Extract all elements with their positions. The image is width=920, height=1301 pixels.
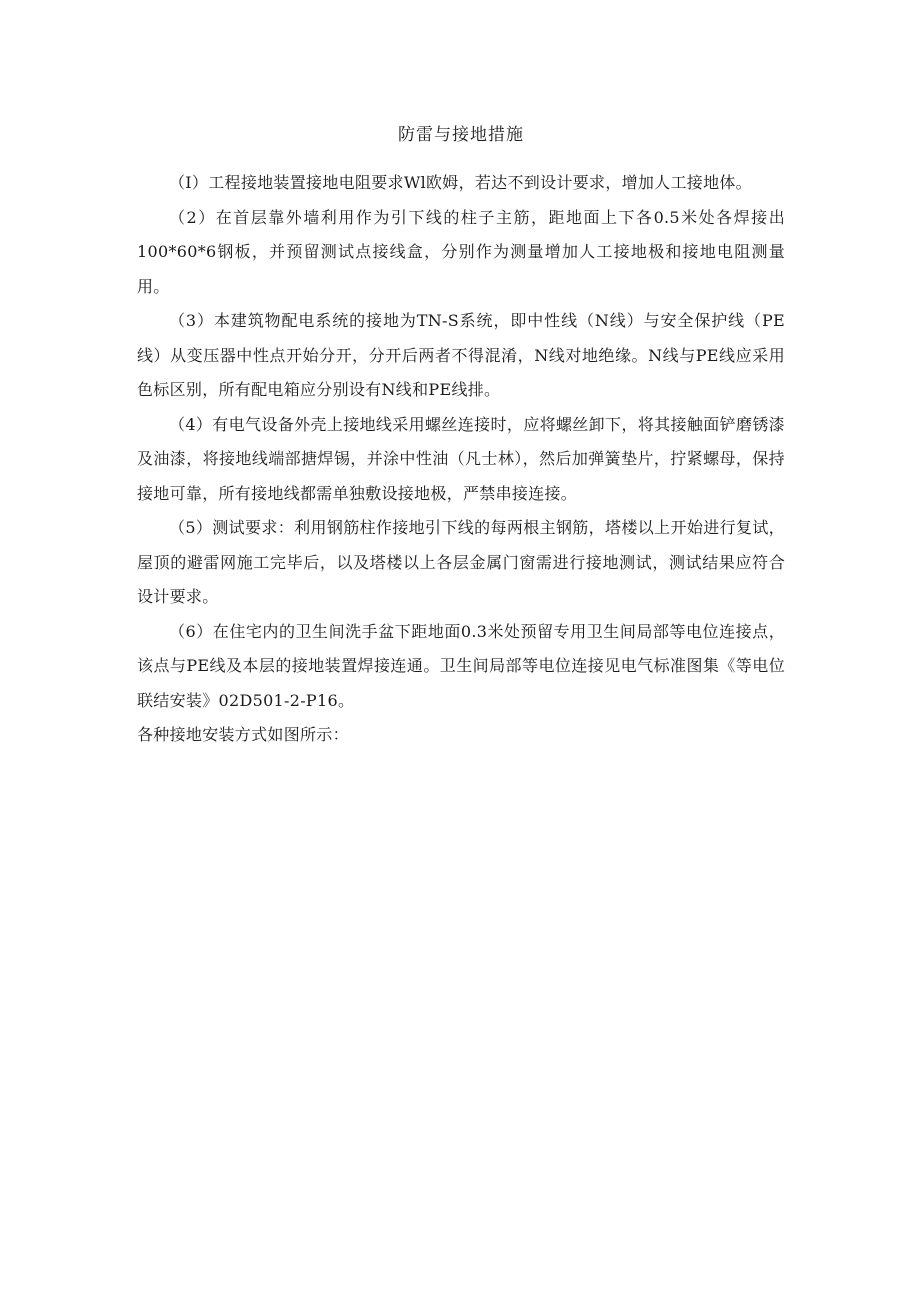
- document-page: [137, 118, 785, 753]
- paragraph-1: （I）工程接地装置接地电阻要求Wl欧姆，若达不到设计要求，增加人工接地体。: [169, 173, 752, 192]
- paragraph-5: （5）测试要求：利用钢筋柱作接地引下线的每两根主钢筋，塔楼以上开始进行复试，屋顶的避雷网施工完毕后，以及塔楼以上各层金属门窗需进行接地测试，测试结果应符合设计要求。: [137, 518, 785, 606]
- paragraph-3: （3）本建筑物配电系统的接地为TN-S系统，即中性线（N线）与安全保护线（PE线）从变压器中性点开始分开，分开后两者不得混淆，N线对地绝缘。N线与PE线应采用色标区别，所有配电箱应分别设有N线和PE线排。: [137, 311, 785, 399]
- paragraph-2: （2）在首层靠外墙利用作为引下线的柱子主筋，距地面上下各0.5米处各焊接出100*60*6钢板，并预留测试点接线盒，分别作为测量增加人工接地极和接地电阻测量用。: [137, 207, 785, 296]
- document-title: 防雷与接地措施: [398, 125, 524, 145]
- closing-line: 各种接地安装方式如图所示：: [137, 725, 349, 744]
- paragraph-6: （6）在住宅内的卫生间洗手盆下距地面0.3米处预留专用卫生间局部等电位连接点，该点与PE线及本层的接地装置焊接连通。卫生间局部等电位连接见电气标准图集《等电位联结安装》02D501-2-P16。: [137, 621, 785, 710]
- paragraph-4: （4）有电气设备外壳上接地线采用螺丝连接时，应将螺丝卸下，将其接触面铲磨锈漆及油漆，将接地线端部搪焊锡，并涂中性油（凡士林），然后加弹簧垫片，拧紧螺母，保持接地可靠，所有接地线都需单独敷设接地极，严禁串接连接。: [137, 414, 785, 503]
